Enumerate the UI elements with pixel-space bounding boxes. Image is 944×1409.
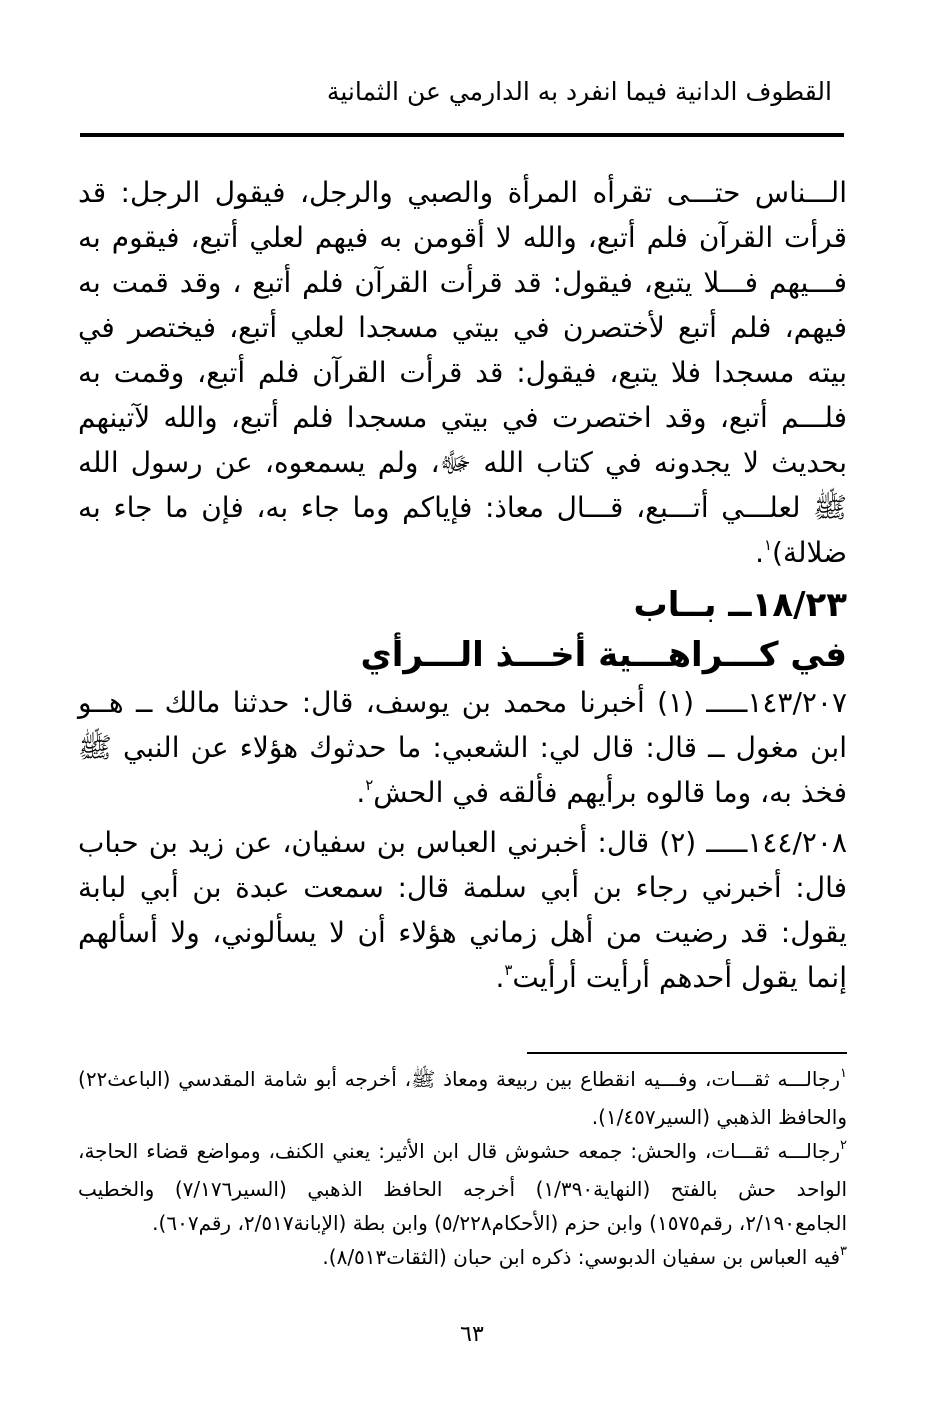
header-rule — [80, 133, 844, 137]
footnote-text: فيه العباس بن سفيان الدبوسي: ذكره ابن حبان (الثقات٨/٥١٣). — [322, 1245, 841, 1269]
paragraph-text: ١٤٤/٢٠٨ـــــ (٢) قال: أخبرني العباس بن سفيان، عن زيد بن حباب فال: أخبرني رجاء بن أبي سلمة قال: سمعت عبدة بن أبي لبابة يقول: قد رضيت من أهل زماني هؤلاء أن لا يسألوني، ولا أسألهم إنما يقول أحدهم أرأيت أرأيت — [78, 826, 847, 994]
footnote-separator — [527, 1052, 847, 1054]
footnote-1 — [78, 1062, 847, 1134]
paragraph-text: ١٤٣/٢٠٧ـــــ (١) أخبرنا محمد بن يوسف، قال: حدثنا مالك ــ هــو ابن مغول ــ قال: قال لي: الشعبي: ما حدثوك هؤلاء عن النبي ﷺ فخذ به، وما قالوه برأيهم فألقه في الحش — [78, 686, 847, 809]
footnote-number: ٣ — [840, 1244, 847, 1259]
footnote-marker: ١ — [763, 536, 773, 554]
paragraph-end: . — [755, 536, 764, 569]
paragraph-continuation — [78, 170, 847, 580]
page-number: ٦٣ — [460, 1322, 484, 1347]
chapter-title-heading: في كـــراهـــية أخـــذ الـــرأي — [360, 635, 847, 675]
footnote-text: رجالـــه ثقـــات، والحش: جمعه حشوش قال ابن الأثير: يعني الكنف، ومواضع قضاء الحاجة، الواحد حش بالفتح (النهاية١/٣٩٠) أخرجه الحافظ الذهبي (السير٧/١٧٦) والخطيب الجامع٢/١٩٠، رقم١٥٧٥) وابن حزم (الأحكام٥/٢٢٨) وابن بطة (الإبانة٢/٥١٧، رقم٦٠٧). — [78, 1139, 847, 1235]
footnote-number: ٢ — [840, 1138, 847, 1153]
paragraph-end: . — [356, 776, 366, 809]
footnote-marker: ٢ — [365, 776, 374, 794]
footnote-3 — [78, 1240, 847, 1278]
footnotes — [78, 1062, 847, 1278]
running-header: القطوف الدانية فيما انفرد به الدارمي عن الثمانية — [326, 77, 832, 106]
chapter-number-heading: ١٨/٢٣ــ بــاب — [633, 585, 847, 625]
footnote-2 — [78, 1134, 847, 1240]
footnote-marker: ٣ — [504, 961, 513, 979]
footnote-text: رجالـــه ثقـــات، وفـــيه انقطاع بين ربيعة ومعاذ ﷺ، أخرجه أبو شامة المقدسي (الباعث٢٢) والحافظ الذهبي (السير١/٤٥٧). — [78, 1067, 847, 1129]
hadith-143 — [78, 680, 847, 820]
hadith-144 — [78, 820, 847, 1005]
main-text — [78, 170, 847, 1005]
footnote-number: ١ — [840, 1066, 847, 1081]
paragraph-end: . — [495, 961, 505, 994]
paragraph-text: الـــناس حتـــى تقرأه المرأة والصبي والرجل، فيقول الرجل: قد قرأت القرآن فلم أتبع، والله لا أقومن به فيهم لعلي أتبع، فيقوم به فـــيهم فـــلا يتبع، فيقول: قد قرأت القرآن فلم أتبع ، وقد قمت به فيهم، فلم أتبع لأختصرن في بيتي مسجدا لعلي أتبع، فيختصر في بيته مسجدا فلا يتبع، فيقول: قد قرأت القرآن فلم أتبع، وقمت به فلـــم أتبع، وقد اختصرت في بيتي مسجدا فلم أتبع، والله لآتينهم بحديث لا يجدونه في كتاب الله ﷻ، ولم يسمعوه، عن رسول الله ﷺ لعلـــي أتـــبع، قـــال معاذ: فإياكم وما جاء به، فإن ما جاء به ضلالة) — [78, 176, 847, 569]
